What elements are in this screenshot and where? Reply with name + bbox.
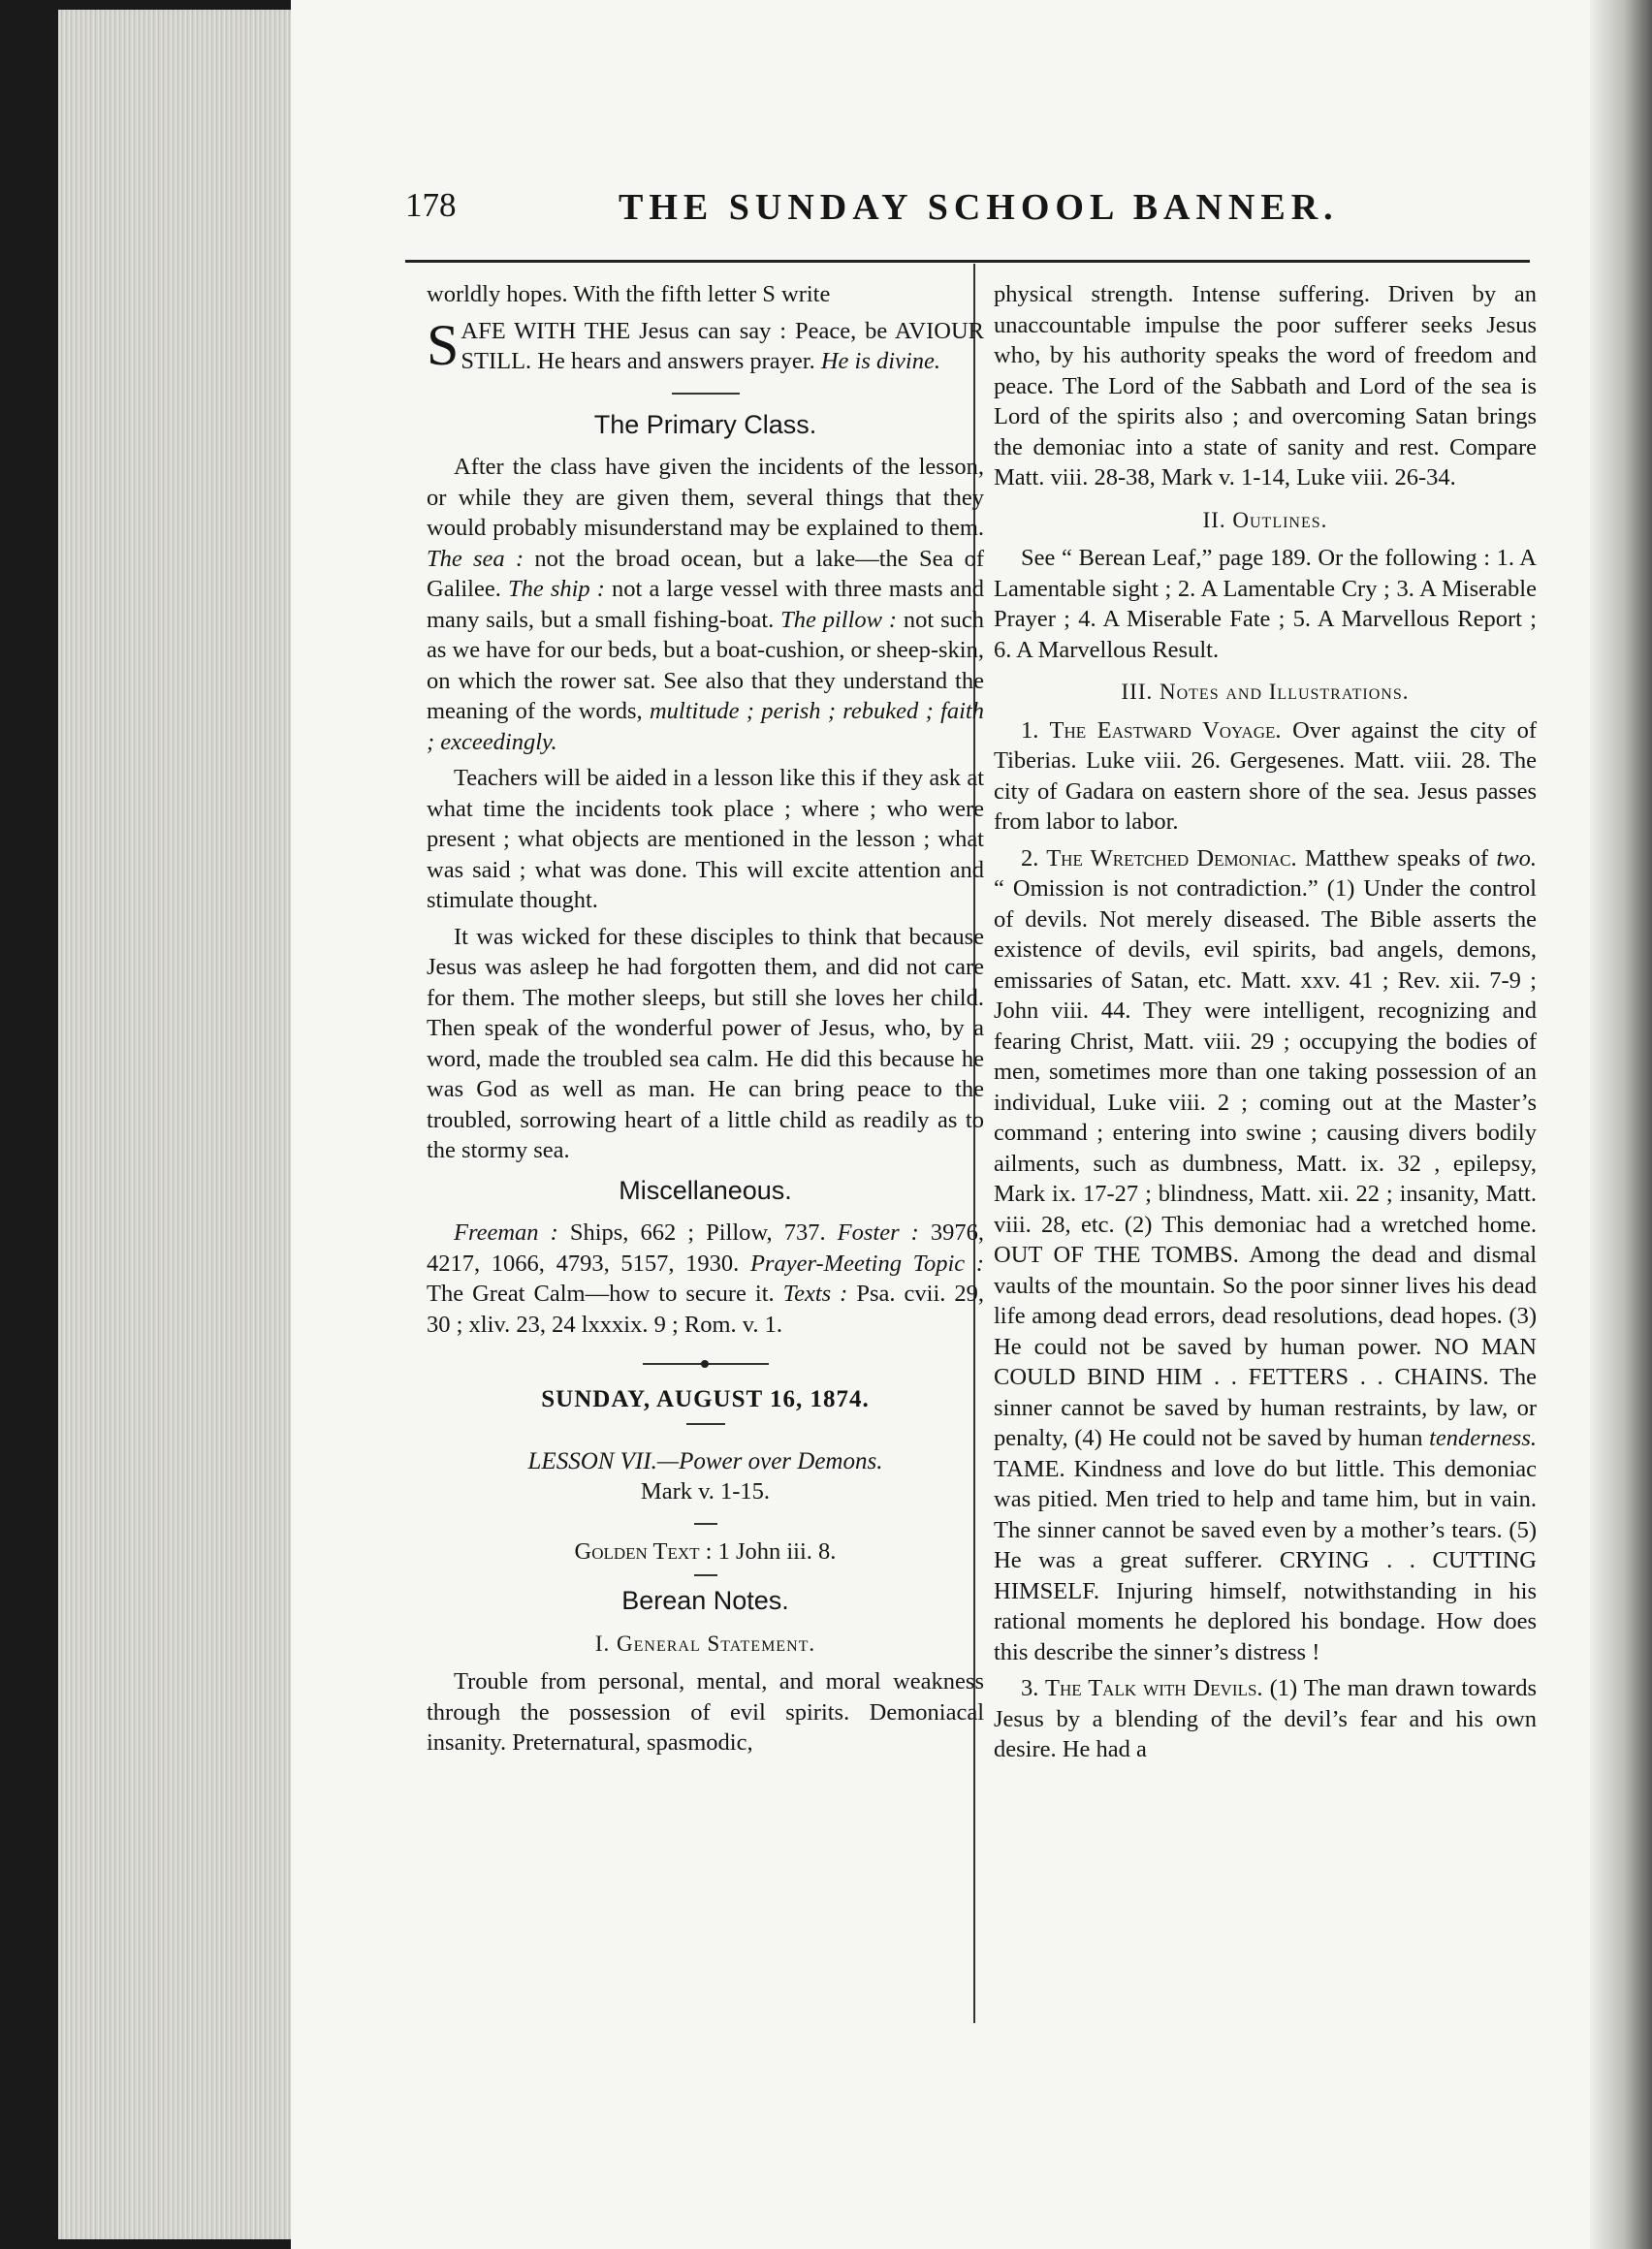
- primary-class-paragraph-1: [427, 452, 984, 757]
- note-1-label: 1. The Eastward Voyage.: [1021, 716, 1282, 744]
- drop-cap: S: [427, 312, 460, 377]
- left-column: [427, 279, 984, 1764]
- note-3-label: 3. The Talk with Devils.: [1021, 1675, 1263, 1701]
- golden-text: [427, 1536, 984, 1568]
- misc-italic-foster: Foster :: [837, 1220, 919, 1246]
- right-column: [994, 279, 1537, 1771]
- miscellaneous-heading: Miscellaneous.: [619, 1175, 792, 1205]
- statement-continuation: physical strength. Intense suffering. Driven by an unaccountable impulse the poor sufferer seeks Jesus who, by his authority speaks the word of freedom and peace. The Lord of the Sabbath and Lord of the sea is Lord of the spirits also ; and overcoming Satan brings the demoniac into a state of sanity and rest. Compare Matt. viii. 28-38, Mark v. 1-14, Luke viii. 26-34.: [994, 281, 1537, 491]
- lesson-reference: Mark v. 1-15.: [640, 1478, 771, 1505]
- general-statement-heading: I. General Statement.: [594, 1631, 816, 1656]
- general-statement-text: Trouble from personal, mental, and moral weakness through the possession of evil spirits. Demoniacal insanity. Preternatural, spasmodic,: [427, 1668, 984, 1756]
- page-header: [405, 165, 1530, 228]
- note-2-italic-tenderness: tenderness.: [1429, 1425, 1537, 1451]
- note-3-text: (1) The man drawn towards Jesus by a blending of the devil’s fear and his own desire. He had a: [994, 1675, 1537, 1762]
- header-rule: [405, 260, 1530, 263]
- page-number: 178: [405, 186, 457, 224]
- date-heading: SUNDAY, AUGUST 16, 1874.: [541, 1386, 870, 1412]
- intro-paragraph: [427, 312, 984, 377]
- misc-italic-topic: Prayer-Meeting Topic :: [749, 1250, 984, 1277]
- note-1-text: Over against the city of Tiberias. Luke viii. 26. Gergesenes. Matt. viii. 28. The city of Gadara on eastern shore of the sea. Jesus passes from labor to labor.: [994, 716, 1537, 835]
- outlines-heading: II. Outlines.: [1202, 507, 1328, 532]
- intro-text: AFE WITH THE Jesus can say : Peace, be AVIOUR STILL. He hears and answers prayer.: [461, 317, 984, 374]
- golden-rule: [694, 1574, 717, 1576]
- outlines-text: See “ Berean Leaf,” page 189. Or the following : 1. A Lamentable sight ; 2. A Lamentable Cry ; 3. A Miserable Prayer ; 4. A Miserable Fate ; 5. A Marvellous Report ; 6. A Marvellous Result.: [994, 545, 1537, 663]
- intro-line: worldly hopes. With the fifth letter S write: [427, 281, 831, 307]
- lesson-title: LESSON VII.—Power over Demons.: [527, 1447, 883, 1474]
- golden-text-label: Golden Text :: [574, 1537, 713, 1565]
- running-title: THE SUNDAY SCHOOL BANNER.: [619, 187, 1339, 228]
- misc-italic-texts: Texts :: [782, 1281, 848, 1307]
- pc1-italic-words: multitude ; perish ; rebuked ; faith ; exceedingly.: [427, 698, 984, 755]
- note-2-label: 2. The Wretched Demoniac.: [1021, 844, 1297, 871]
- intro-italic: He is divine.: [820, 348, 940, 374]
- date-rule: [686, 1423, 725, 1425]
- page-gutter-shadow: [1590, 0, 1652, 2249]
- misc-text-a: Ships, 662 ; Pillow, 737.: [569, 1220, 826, 1246]
- pc1-italic-pillow: The pillow :: [780, 606, 898, 633]
- miscellaneous-paragraph: [427, 1218, 984, 1340]
- ornament-rule: [643, 1363, 769, 1365]
- note-2-text-c: TAME. Kindness and love do but little. This demoniac was pitied. Men tried to help and tame him, but in vain. The sinner cannot be saved even by a mother’s tears. (5) He was a great sufferer. CRYING . . CUTTING HIMSELF. Injuring himself, notwithstanding in his rational moments he deplored his bondage. How does this describe the sinner’s distress !: [994, 1455, 1537, 1665]
- misc-text-d: Psa. cvii. 29, 30 ; xliv. 23, 24 lxxxix. 9 ; Rom. v. 1.: [427, 1281, 985, 1338]
- primary-class-paragraph-3: It was wicked for these disciples to think that because Jesus was asleep he had forgotten them, and did not care for them. The mother sleeps, but still she loves her child. Then speak of the wonderful power of Jesus, who, by a word, made the troubled sea calm. He did this because he was God as well as man. He can bring peace to the troubled, sorrowing heart of a little child as readily as to the stormy sea.: [427, 923, 984, 1163]
- misc-text-c: The Great Calm—how to secure it.: [427, 1281, 775, 1307]
- note-2-text-b: “ Omission is not contradiction.” (1) Under the control of devils. Not merely diseased. The Bible asserts the existence of devils, evil spirits, bad angels, demons, emissaries of Satan, etc. Matt. xxv. 41 ; Rev. xii. 7-9 ; John viii. 44. They were intelligent, recognizing and fearing Christ, Matt. viii. 29 ; occupying the bodies of men, sometimes more than one taking possession of an individual, Luke viii. 2 ; coming out at the Master’s command ; entering into swine ; causing divers bodily ailments, such as dumbness, Matt. ix. 32 , epilepsy, Mark ix. 17-27 ; blindness, Matt. xii. 22 ; insanity, Matt. viii. 28, etc. (2) This demoniac had a wretched home. OUT OF THE TOMBS. Among the dead and dismal vaults of the mountain. So the poor sinner lives his dead life among dead errors, dead resolutions, dead hopes. (3) He could not be saved by human power. NO MAN COULD BIND HIM . . FETTERS . . CHAINS. The sinner cannot be saved by human restraints, by law, or penalty, (4) He could not be saved by human: [994, 875, 1537, 1451]
- book-page-edges: [58, 10, 330, 2239]
- note-2-text-a: Matthew speaks of: [1304, 844, 1489, 871]
- note-2-italic-two: two.: [1496, 844, 1537, 871]
- lesson-rule: [694, 1523, 717, 1525]
- berean-notes-heading: Berean Notes.: [621, 1586, 789, 1615]
- pc1-text-b: not the broad ocean, but a lake—the Sea of Galilee.: [427, 545, 984, 602]
- pc1-text-d: not such as we have for our beds, but a boat-cushion, or sheep-skin, on which the rower sat. See also that they understand the meaning of the words,: [427, 606, 985, 724]
- pc1-text-a: After the class have given the incidents of the lesson, or while they are given them, several things that they would probably misunderstand may be explained to them.: [427, 454, 984, 541]
- section-rule: [672, 393, 740, 395]
- pc1-italic-sea: The sea :: [427, 545, 524, 572]
- pc1-italic-ship: The ship :: [507, 576, 605, 602]
- note-1: [994, 715, 1537, 838]
- misc-text-b: 3976, 4217, 1066, 4793, 5157, 1930.: [427, 1220, 985, 1277]
- note-2: [994, 843, 1537, 1668]
- misc-italic-freeman: Freeman :: [454, 1220, 558, 1246]
- note-3: [994, 1673, 1537, 1765]
- primary-class-heading: The Primary Class.: [593, 409, 817, 439]
- notes-heading: III. Notes and Illustrations.: [1121, 680, 1410, 704]
- pc1-text-c: not a large vessel with three masts and many sails, but a small fishing-boat.: [427, 576, 985, 633]
- golden-text-reference: 1 John iii. 8.: [717, 1537, 837, 1565]
- primary-class-paragraph-2: Teachers will be aided in a lesson like this if they ask at what time the incidents took place ; where ; who were present ; what objects are mentioned in the lesson ; what was said ; what was done. This will excite attention and stimulate thought.: [427, 765, 984, 913]
